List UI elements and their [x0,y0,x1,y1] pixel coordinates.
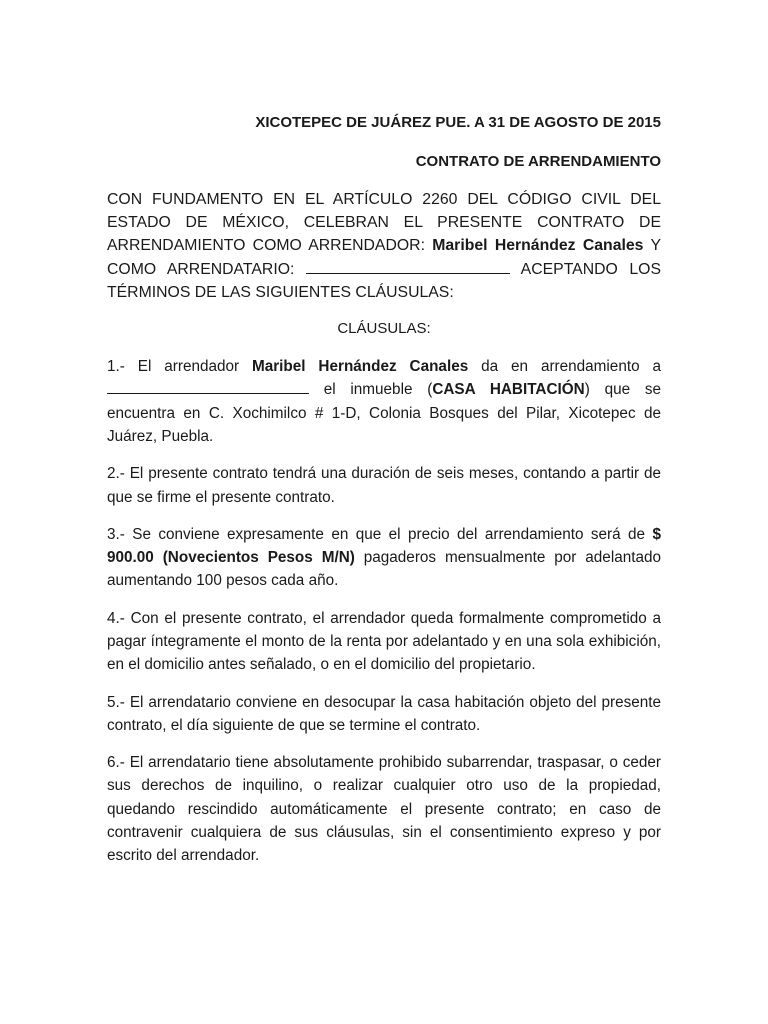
clause-3-text-b: pagaderos mensualmente por adelantado aumentando 100 pesos cada año. [107,549,662,590]
tenant-name-blank [306,261,510,274]
intro-text-3: ACEPTANDO LOS TÉRMINOS DE LAS SIGUIENTES CLÁUSULAS: [107,260,662,301]
clause-5: 5.- El arrendatario conviene en desocupar la casa habitación objeto del presente contrato, el día siguiente de que se termine el contrato. [107,693,661,734]
clause-1-tenant-blank [107,381,309,394]
intro-text-2: Y COMO ARRENDATARIO: [107,237,661,278]
document-page [107,112,661,882]
clause-3-text-a: 3.- Se conviene expresamente en que el precio del arrendamiento será de [107,525,653,543]
clause-1-text-a: 1.- El arrendador [107,358,252,376]
clause-1-text-d: ) que se encuentra en C. Xochimilco # 1-D, Colonia Bosques del Pilar, Xicotepec de Juárez, Puebla. [107,381,661,445]
clauses-heading: CLÁUSULAS: [337,320,431,338]
intro-text-1: CON FUNDAMENTO EN EL ARTÍCULO 2260 DEL CÓDIGO CIVIL DEL ESTADO DE MÉXICO, CELEBRAN EL PRESENTE CONTRATO DE ARRENDAMIENTO COMO ARRENDADOR: [107,191,661,255]
landlord-name: Maribel Hernández Canales [432,237,644,255]
document-title: CONTRATO DE ARRENDAMIENTO [415,153,661,170]
intro-paragraph [107,188,661,304]
clause-1-text-b: da en arrendamiento a [468,358,661,376]
clause-3-price: $ 900.00 (Novecientos Pesos M/N) [107,525,661,567]
place-date-line: XICOTEPEC DE JUÁREZ PUE. A 31 DE AGOSTO DE 2015 [255,114,661,131]
clause-1-property: CASA HABITACIÓN [432,381,585,399]
clause-1 [107,355,661,448]
clause-4: 4.- Con el presente contrato, el arrendador queda formalmente comprometido a pagar íntegramente el monto de la renta por adelantado y en una sola exhibición, en el domicilio antes señalado, o en el domicilio del propietario. [107,609,661,674]
clause-2: 2.- El presente contrato tendrá una duración de seis meses, contando a partir de que se firme el presente contrato. [107,465,661,506]
clause-1-landlord: Maribel Hernández Canales [251,358,469,376]
clause-3 [107,523,661,593]
clause-6: 6.- El arrendatario tiene absolutamente prohibido subarrendar, traspasar, o ceder sus derechos de inquilino, o realizar cualquier otro uso de la propiedad, quedando rescindido automáticamente el presente contrato; en caso de contravenir cualquiera de sus cláusulas, sin el consentimiento expreso y por escrito del arrendador. [107,754,661,865]
clause-1-text-c: el inmueble ( [309,381,433,399]
